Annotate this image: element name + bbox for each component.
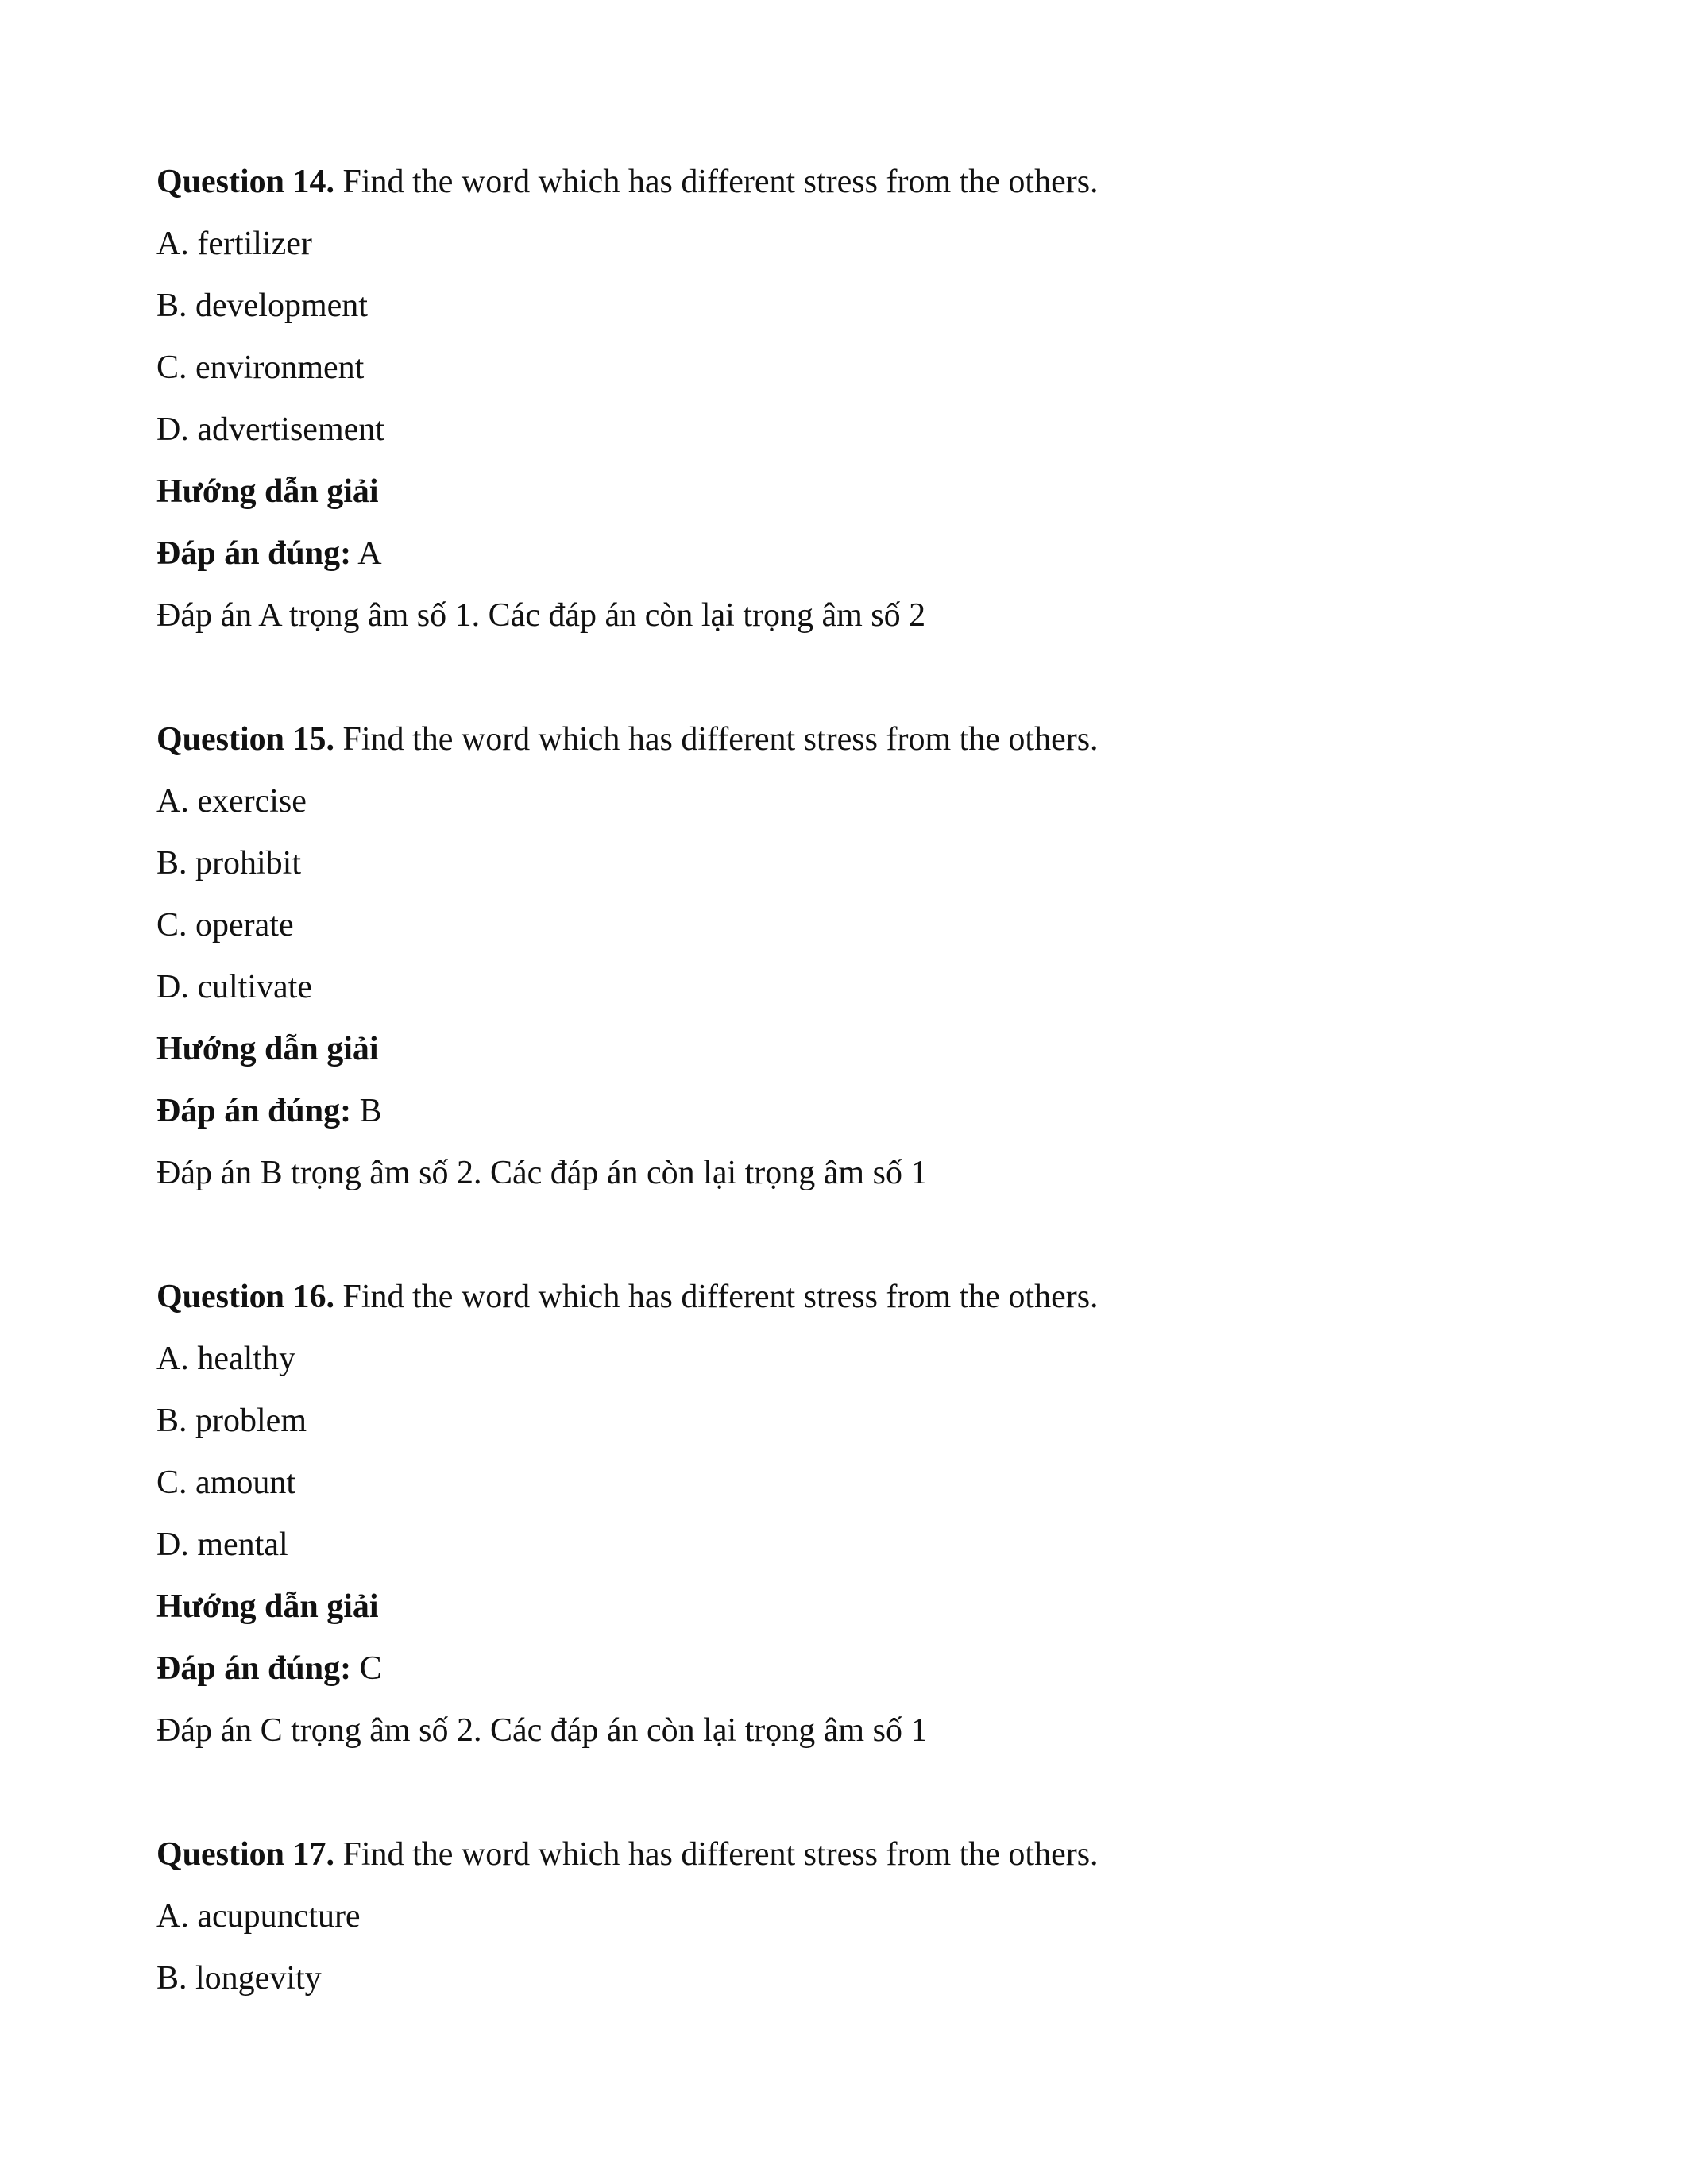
option-letter: D. <box>156 1526 189 1563</box>
option-a <box>156 213 1547 275</box>
option-d <box>156 1514 1547 1576</box>
option-text: exercise <box>197 783 307 820</box>
question-number: Question 15. <box>156 721 335 758</box>
option-text: amount <box>195 1464 295 1501</box>
option-letter: D. <box>156 969 189 1005</box>
option-letter: C. <box>156 349 187 386</box>
option-text: advertisement <box>197 411 384 448</box>
option-text: longevity <box>195 1960 322 1997</box>
question-number: Question 17. <box>156 1836 335 1873</box>
option-letter: D. <box>156 411 189 448</box>
question-number: Question 16. <box>156 1279 335 1315</box>
question-16 <box>156 1266 1547 1761</box>
answer-label: Đáp án đúng: <box>156 535 352 572</box>
guide-heading: Hướng dẫn giải <box>156 473 379 510</box>
option-b <box>156 275 1547 337</box>
question-15 <box>156 708 1547 1204</box>
question-17 <box>156 1823 1547 2009</box>
answer-label: Đáp án đúng: <box>156 1650 352 1687</box>
explanation: Đáp án B trọng âm số 2. Các đáp án còn lại trọng âm số 1 <box>156 1155 928 1191</box>
spacer <box>156 646 1547 708</box>
answer-line <box>156 523 1547 585</box>
option-b <box>156 832 1547 894</box>
option-c <box>156 894 1547 956</box>
guide-heading: Hướng dẫn giải <box>156 1588 379 1625</box>
option-a <box>156 770 1547 832</box>
answer-line <box>156 1080 1547 1142</box>
option-letter: B. <box>156 845 187 882</box>
question-14 <box>156 151 1547 646</box>
option-text: acupuncture <box>197 1898 361 1935</box>
option-d <box>156 956 1547 1018</box>
question-heading <box>156 1266 1547 1328</box>
option-b <box>156 1947 1547 2009</box>
option-letter: B. <box>156 287 187 324</box>
option-text: problem <box>195 1403 307 1439</box>
question-heading <box>156 151 1547 213</box>
explanation: Đáp án C trọng âm số 2. Các đáp án còn lại trọng âm số 1 <box>156 1712 928 1749</box>
option-letter: C. <box>156 907 187 943</box>
spacer <box>156 1761 1547 1823</box>
answer-line <box>156 1638 1547 1700</box>
question-number: Question 14. <box>156 164 335 200</box>
spacer <box>156 1204 1547 1266</box>
question-prompt: Find the word which has different stress from the others. <box>342 164 1099 200</box>
option-letter: B. <box>156 1960 187 1997</box>
question-prompt: Find the word which has different stress from the others. <box>342 721 1099 758</box>
option-b <box>156 1390 1547 1452</box>
option-text: mental <box>197 1526 288 1563</box>
option-letter: C. <box>156 1464 187 1501</box>
option-text: fertilizer <box>197 226 312 262</box>
option-text: cultivate <box>197 969 312 1005</box>
question-heading <box>156 708 1547 770</box>
answer-value: C <box>359 1650 382 1687</box>
guide-heading: Hướng dẫn giải <box>156 1031 379 1067</box>
option-d <box>156 399 1547 461</box>
option-letter: A. <box>156 1341 189 1377</box>
option-a <box>156 1328 1547 1390</box>
explanation: Đáp án A trọng âm số 1. Các đáp án còn lại trọng âm số 2 <box>156 597 926 634</box>
option-text: development <box>195 287 368 324</box>
option-letter: A. <box>156 226 189 262</box>
question-prompt: Find the word which has different stress from the others. <box>342 1279 1099 1315</box>
option-c <box>156 337 1547 399</box>
answer-label: Đáp án đúng: <box>156 1093 352 1129</box>
answer-value: A <box>357 535 382 572</box>
answer-value: B <box>359 1093 382 1129</box>
question-prompt: Find the word which has different stress from the others. <box>342 1836 1099 1873</box>
option-letter: A. <box>156 783 189 820</box>
option-text: operate <box>195 907 294 943</box>
question-heading <box>156 1823 1547 1885</box>
option-text: environment <box>195 349 365 386</box>
option-c <box>156 1452 1547 1514</box>
option-a <box>156 1885 1547 1947</box>
document-page <box>156 151 1547 2009</box>
option-letter: B. <box>156 1403 187 1439</box>
option-letter: A. <box>156 1898 189 1935</box>
option-text: healthy <box>197 1341 295 1377</box>
option-text: prohibit <box>195 845 302 882</box>
